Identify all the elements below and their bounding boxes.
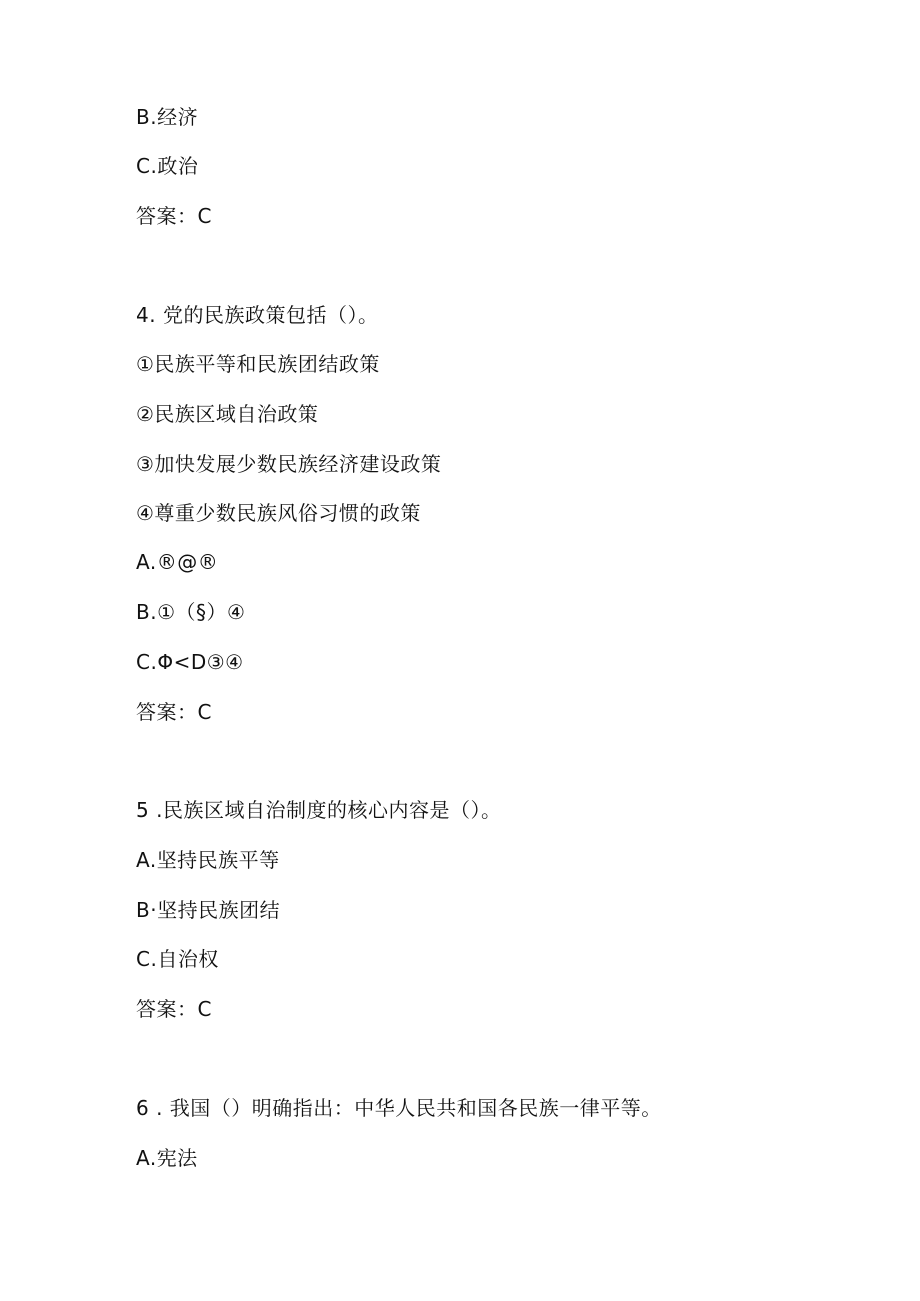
statement-4-q4: ④尊重少数民族风俗习惯的政策 [136, 501, 421, 525]
option-a-q6: A.宪法 [136, 1146, 198, 1170]
question-5: 5 .民族区域自治制度的核心内容是（）。 [136, 798, 502, 822]
question-4: 4. 党的民族政策包括（）。 [136, 303, 379, 327]
statement-2-q4: ②民族区域自治政策 [136, 402, 319, 426]
option-b-q5: B·坚持民族团结 [136, 898, 281, 922]
option-b-q4: B.①（§）④ [136, 600, 246, 624]
option-a-q4: A.®@® [136, 550, 219, 574]
option-c-q4: C.Φ<D③④ [136, 650, 244, 674]
statement-1-q4: ①民族平等和民族团结政策 [136, 352, 380, 376]
answer-q3: 答案：C [136, 204, 212, 228]
answer-q4: 答案：C [136, 700, 212, 724]
option-c-q3: C.政治 [136, 154, 199, 178]
question-6: 6 . 我国（）明确指出：中华人民共和国各民族一律平等。 [136, 1096, 662, 1120]
option-b-q3: B.经济 [136, 105, 199, 129]
option-c-q5: C.自治权 [136, 947, 219, 971]
option-a-q5: A.坚持民族平等 [136, 848, 280, 872]
answer-q5: 答案：C [136, 997, 212, 1021]
statement-3-q4: ③加快发展少数民族经济建设政策 [136, 452, 442, 476]
